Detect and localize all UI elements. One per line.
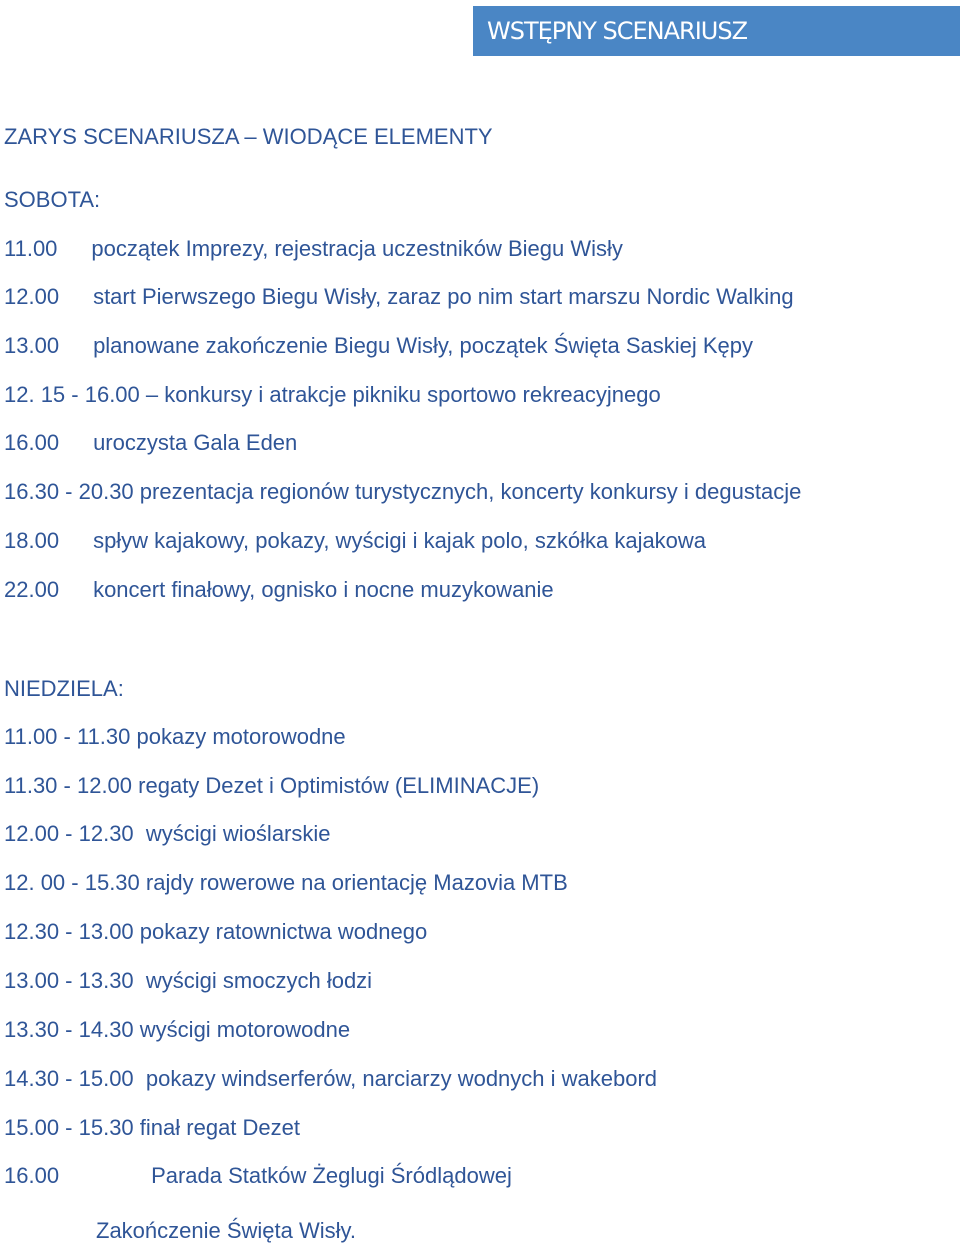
item-text: finał regat Dezet [139,1115,300,1140]
item-text: uroczysta Gala Eden [93,430,298,455]
item-text: planowane zakończenie Biegu Wisły, początek Święta Saskiej Kępy [93,333,754,358]
schedule-item [4,577,554,603]
schedule-item [4,773,539,799]
item-text: start Pierwszego Biegu Wisły, zaraz po nim start marszu Nordic Walking [93,284,794,309]
item-time: 12.00 [4,284,60,309]
item-text: pokazy motorowodne [136,724,346,749]
schedule-item [4,1017,350,1043]
item-text: początek Imprezy, rejestracja uczestników Biegu Wisły [91,236,623,261]
schedule-item [4,821,331,847]
schedule-item [4,284,794,310]
schedule-item [4,479,801,505]
item-text: Parada Statków Żeglugi Śródlądowej [151,1163,512,1188]
closing-line: Zakończenie Święta Wisły. [96,1218,357,1243]
item-time: 12. 15 - 16.00 [4,382,140,407]
schedule-item [4,968,372,994]
schedule-item [4,1163,512,1189]
item-time: 12.00 - 12.30 [4,821,134,846]
item-text: pokazy windserferów, narciarzy wodnych i wakebord [145,1066,658,1091]
item-time: 22.00 [4,577,60,602]
schedule-item [4,724,346,750]
banner-title: WSTĘPNY SCENARIUSZ [487,17,748,45]
schedule-item [4,528,706,554]
sunday-label: NIEDZIELA: [4,676,124,701]
item-time: 13.00 - 13.30 [4,968,134,993]
item-time: 15.00 - 15.30 [4,1115,134,1140]
item-time: 11.00 [4,236,58,261]
item-time: 16.00 [4,1163,60,1188]
item-text: pokazy ratownictwa wodnego [139,919,428,944]
schedule-item [4,1115,300,1141]
item-time: 11.00 - 11.30 [4,724,131,749]
page-heading: ZARYS SCENARIUSZA – WIODĄCE ELEMENTY [4,124,493,149]
item-time: 13.00 [4,333,60,358]
saturday-label: SOBOTA: [4,187,101,212]
item-time: 12.30 - 13.00 [4,919,134,944]
item-text: spływ kajakowy, pokazy, wyścigi i kajak polo, szkółka kajakowa [93,528,707,553]
item-text: wyścigi smoczych łodzi [145,968,373,993]
item-time: 16.30 - 20.30 [4,479,134,504]
item-time: 16.00 [4,430,60,455]
schedule-item [4,382,661,408]
item-text: rajdy rowerowe na orientację Mazovia MTB [145,870,568,895]
schedule-item [4,430,297,456]
item-time: 12. 00 - 15.30 [4,870,140,895]
item-time: 11.30 - 12.00 [4,773,133,798]
item-time: 13.30 - 14.30 [4,1017,134,1042]
schedule-item [4,236,623,262]
schedule-item [4,1066,657,1092]
document-banner [473,6,960,56]
item-text: wyścigi motorowodne [139,1017,351,1042]
schedule-item [4,333,753,359]
item-text: regaty Dezet i Optimistów (ELIMINACJE) [138,773,540,798]
item-time: 18.00 [4,528,60,553]
item-time: 14.30 - 15.00 [4,1066,134,1091]
schedule-item [4,919,427,945]
item-text: koncert finałowy, ognisko i nocne muzykowanie [93,577,554,602]
item-text: prezentacja regionów turystycznych, koncerty konkursy i degustacje [139,479,802,504]
item-text: wyścigi wioślarskie [145,821,331,846]
item-text: – konkursy i atrakcje pikniku sportowo rekreacyjnego [145,382,661,407]
schedule-item [4,870,568,896]
